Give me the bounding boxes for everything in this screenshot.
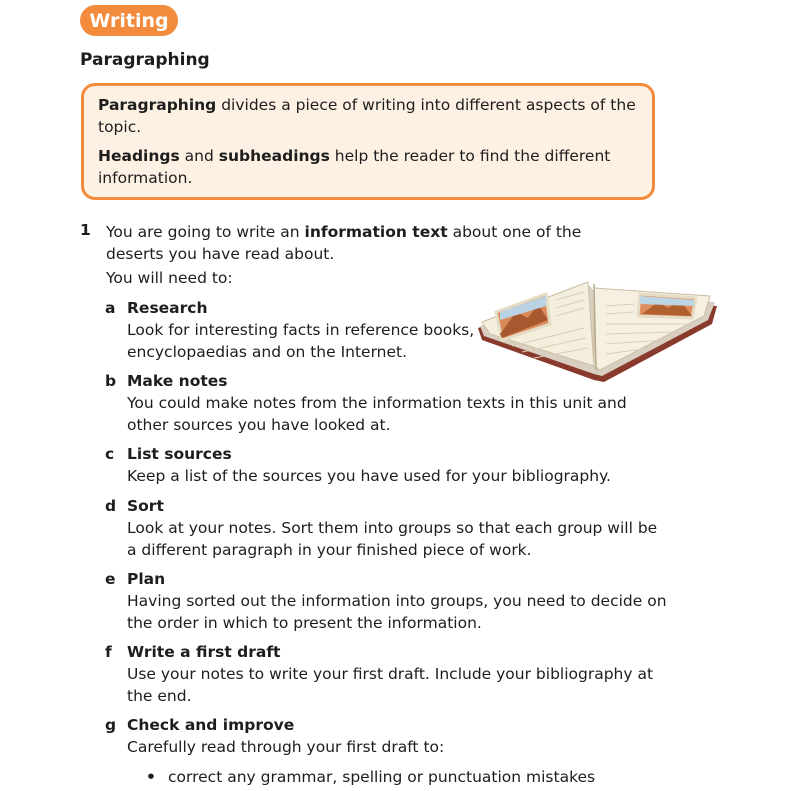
step-title: Plan xyxy=(127,570,166,588)
bullet-item xyxy=(146,766,595,788)
step-body: Look for interesting facts in reference books, encyclopaedias and on the Internet. xyxy=(127,321,475,361)
step-title: Write a first draft xyxy=(127,643,281,661)
step-letter: c xyxy=(105,445,115,463)
bullet-dot-icon: • xyxy=(146,768,156,786)
callout-text-2: help the reader to find the different information. xyxy=(98,147,611,187)
callout-term-paragraphing: Paragraphing xyxy=(98,96,217,114)
callout-paragraph-2 xyxy=(98,145,638,189)
callout-term-headings: Headings xyxy=(98,147,180,165)
question-text-pre: You are going to write an xyxy=(106,223,305,241)
step-letter: d xyxy=(105,497,117,515)
section-label: Writing xyxy=(80,5,178,36)
step-title: Research xyxy=(127,299,208,317)
step-title: Make notes xyxy=(127,372,228,390)
bullet-text: correct any grammar, spelling or punctuation mistakes xyxy=(168,768,596,786)
step-body: Keep a list of the sources you have used for your bibliography. xyxy=(127,467,611,485)
step-body: Look at your notes. Sort them into groups so that each group will be a different paragraph in your finished piece of work. xyxy=(127,519,658,559)
step-body: You could make notes from the information texts in this unit and other sources you have looked at. xyxy=(127,394,627,434)
step-letter: g xyxy=(105,716,117,734)
callout-paragraph-1 xyxy=(98,94,638,138)
open-book-desert-icon xyxy=(472,254,722,386)
question-text-post: about one of the deserts you have read about. xyxy=(106,223,582,263)
step-title: Check and improve xyxy=(127,716,295,734)
question-need: You will need to: xyxy=(106,269,233,287)
step-body: Use your notes to write your first draft. Include your bibliography at the end. xyxy=(127,665,654,705)
question-text-bold: information text xyxy=(304,223,448,241)
step-letter: b xyxy=(105,372,117,390)
step-letter: e xyxy=(105,570,116,588)
step-title: List sources xyxy=(127,445,232,463)
callout-text-1: divides a piece of writing into different aspects of the topic. xyxy=(98,96,636,136)
question-number: 1 xyxy=(80,221,91,239)
step-body: Having sorted out the information into groups, you need to decide on the order in which to present the information. xyxy=(127,592,667,632)
page-title: Paragraphing xyxy=(80,50,210,70)
step-letter: f xyxy=(105,643,112,661)
step-title: Sort xyxy=(127,497,164,515)
step-body: Carefully read through your first draft to: xyxy=(127,738,445,756)
callout-term-subheadings: subheadings xyxy=(218,147,330,165)
definition-callout xyxy=(81,83,655,200)
callout-text-and: and xyxy=(179,147,219,165)
step-letter: a xyxy=(105,299,116,317)
